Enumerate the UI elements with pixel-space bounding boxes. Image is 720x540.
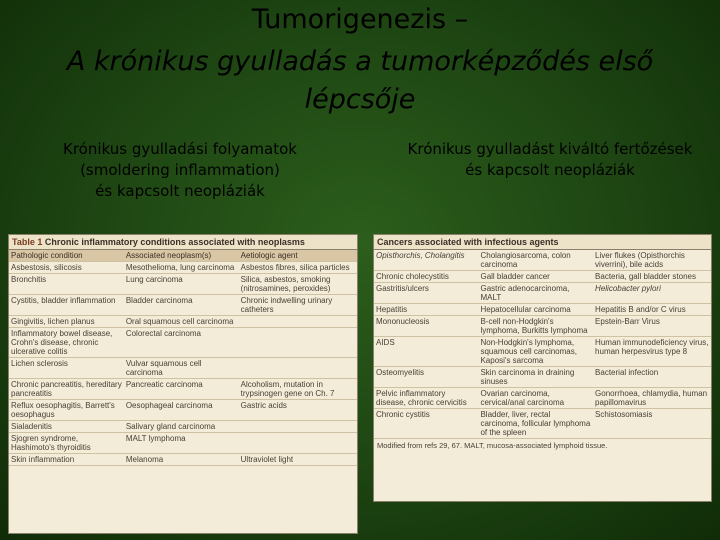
table-cell: Hepatitis (374, 304, 478, 316)
table-row (9, 379, 357, 400)
table-row (374, 283, 711, 304)
table-cell: Opisthorchis, Cholangitis (374, 250, 478, 271)
table-row (374, 304, 711, 316)
table-cell: Gingivitis, lichen planus (9, 316, 124, 328)
column-header: Associated neoplasm(s) (124, 250, 239, 262)
table-cell: Sialadenitis (9, 421, 124, 433)
table-row (374, 316, 711, 337)
table-cell (239, 433, 357, 454)
table-cell: MALT lymphoma (124, 433, 239, 454)
right-subtitle: Krónikus gyulladást kiváltó fertőzések és kapcsolt neopláziák (407, 140, 693, 179)
table-cell: Hepatocellular carcinoma (478, 304, 593, 316)
table-cell: Mesothelioma, lung carcinoma (124, 262, 239, 274)
table-caption-text: Cancers associated with infectious agents (377, 237, 559, 247)
table-cell: Lichen sclerosis (9, 358, 124, 379)
table-cell: Cystitis, bladder inflammation (9, 295, 124, 316)
table-caption-text: Chronic inflammatory conditions associated with neoplasms (44, 237, 305, 247)
table-row (374, 409, 711, 439)
table-cell: Chronic cystitis (374, 409, 478, 439)
table-cell: Mononucleosis (374, 316, 478, 337)
table-cell: Asbestosis, silicosis (9, 262, 124, 274)
table-cell: Gonorrhoea, chlamydia, human papillomavirus (593, 388, 711, 409)
table-caption (9, 235, 357, 250)
table-footnote: Modified from refs 29, 67. MALT, mucosa-associated lymphoid tissue. (377, 441, 608, 450)
table-cell (239, 328, 357, 358)
table-cell: Helicobacter pylori (593, 283, 711, 304)
table-header-row (9, 250, 357, 262)
table-cell: Bladder, liver, rectal carcinoma, follicular lymphoma of the spleen (478, 409, 593, 439)
table-cell: Bacterial infection (593, 367, 711, 388)
table-cell: Pelvic inflammatory disease, chronic cervicitis (374, 388, 478, 409)
table-cell: Pancreatic carcinoma (124, 379, 239, 400)
table-cell: Skin carcinoma in draining sinuses (478, 367, 593, 388)
slide-title-line-1: Tumorigenezis – (251, 4, 469, 35)
table-row (9, 421, 357, 433)
table-cell: Silica, asbestos, smoking (nitrosamines, peroxides) (239, 274, 357, 295)
table-cell: Ovarian carcinoma, cervical/anal carcinoma (478, 388, 593, 409)
table-cell: Sjogren syndrome, Hashimoto's thyroiditis (9, 433, 124, 454)
table-cell: Liver flukes (Opisthorchis viverrini), bile acids (593, 250, 711, 271)
column-header: Aetiologic agent (239, 250, 357, 262)
table-cell: Bronchitis (9, 274, 124, 295)
table-cell: Gastric acids (239, 400, 357, 421)
table-cell (239, 316, 357, 328)
table-cell: Inflammatory bowel disease, Crohn's disease, chronic ulcerative colitis (9, 328, 124, 358)
table-cell: Oral squamous cell carcinoma (124, 316, 239, 328)
infectious-agents-table (373, 234, 712, 502)
column-header: Pathologic condition (9, 250, 124, 262)
table-cell: Asbestos fibres, silica particles (239, 262, 357, 274)
table-row (9, 295, 357, 316)
table-cell: Chronic cholecystitis (374, 271, 478, 283)
table-cell: Lung carcinoma (124, 274, 239, 295)
table-cell: Salivary gland carcinoma (124, 421, 239, 433)
table-row (9, 328, 357, 358)
table-cell: Alcoholism, mutation in trypsinogen gene on Ch. 7 (239, 379, 357, 400)
table-row (374, 388, 711, 409)
table-cell: Chronic indwelling urinary catheters (239, 295, 357, 316)
slide-title-line-2: A krónikus gyulladás a tumorképződés első (66, 46, 654, 77)
table-cell: Osteomyelitis (374, 367, 478, 388)
table-row (374, 250, 711, 271)
table-cell: Gastritis/ulcers (374, 283, 478, 304)
table-number: Table 1 (12, 237, 43, 247)
table-cell: Oesophageal carcinoma (124, 400, 239, 421)
table-row (9, 433, 357, 454)
table-cell: Vulvar squamous cell carcinoma (124, 358, 239, 379)
table-cell: Bacteria, gall bladder stones (593, 271, 711, 283)
table-cell: Epstein-Barr Virus (593, 316, 711, 337)
left-subtitle: Krónikus gyulladási folyamatok (smoldering inflammation) és kapcsolt neopláziák (63, 140, 297, 200)
table-grid (9, 250, 357, 466)
table-row (374, 337, 711, 367)
slide-title-line-3: lépcsője (304, 84, 416, 115)
table-row (9, 316, 357, 328)
table-cell: Schistosomiasis (593, 409, 711, 439)
table-cell: Skin inflammation (9, 454, 124, 466)
table-cell: Cholangiosarcoma, colon carcinoma (478, 250, 593, 271)
table-cell: Gastric adenocarcinoma, MALT (478, 283, 593, 304)
table-cell (239, 421, 357, 433)
table-cell: AIDS (374, 337, 478, 367)
table-cell: Human immunodeficiency virus, human herpesvirus type 8 (593, 337, 711, 367)
table-caption (374, 235, 711, 250)
table-cell: Chronic pancreatitis, hereditary pancreatitis (9, 379, 124, 400)
table-row (9, 454, 357, 466)
table-row (374, 271, 711, 283)
table-row (9, 262, 357, 274)
table-cell: Bladder carcinoma (124, 295, 239, 316)
table-cell: Colorectal carcinoma (124, 328, 239, 358)
table-row (9, 358, 357, 379)
table-cell: Ultraviolet light (239, 454, 357, 466)
table-row (374, 367, 711, 388)
table-cell: Gall bladder cancer (478, 271, 593, 283)
chronic-inflammation-table (8, 234, 358, 534)
table-cell: B-cell non-Hodgkin's lymphoma, Burkitts lymphoma (478, 316, 593, 337)
table-grid (374, 250, 711, 439)
table-row (9, 274, 357, 295)
table-cell: Melanoma (124, 454, 239, 466)
table-cell: Non-Hodgkin's lymphoma, squamous cell carcinomas, Kaposi's sarcoma (478, 337, 593, 367)
table-row (9, 400, 357, 421)
table-cell: Reflux oesophagitis, Barrett's oesophagus (9, 400, 124, 421)
table-cell (239, 358, 357, 379)
table-cell: Hepatitis B and/or C virus (593, 304, 711, 316)
